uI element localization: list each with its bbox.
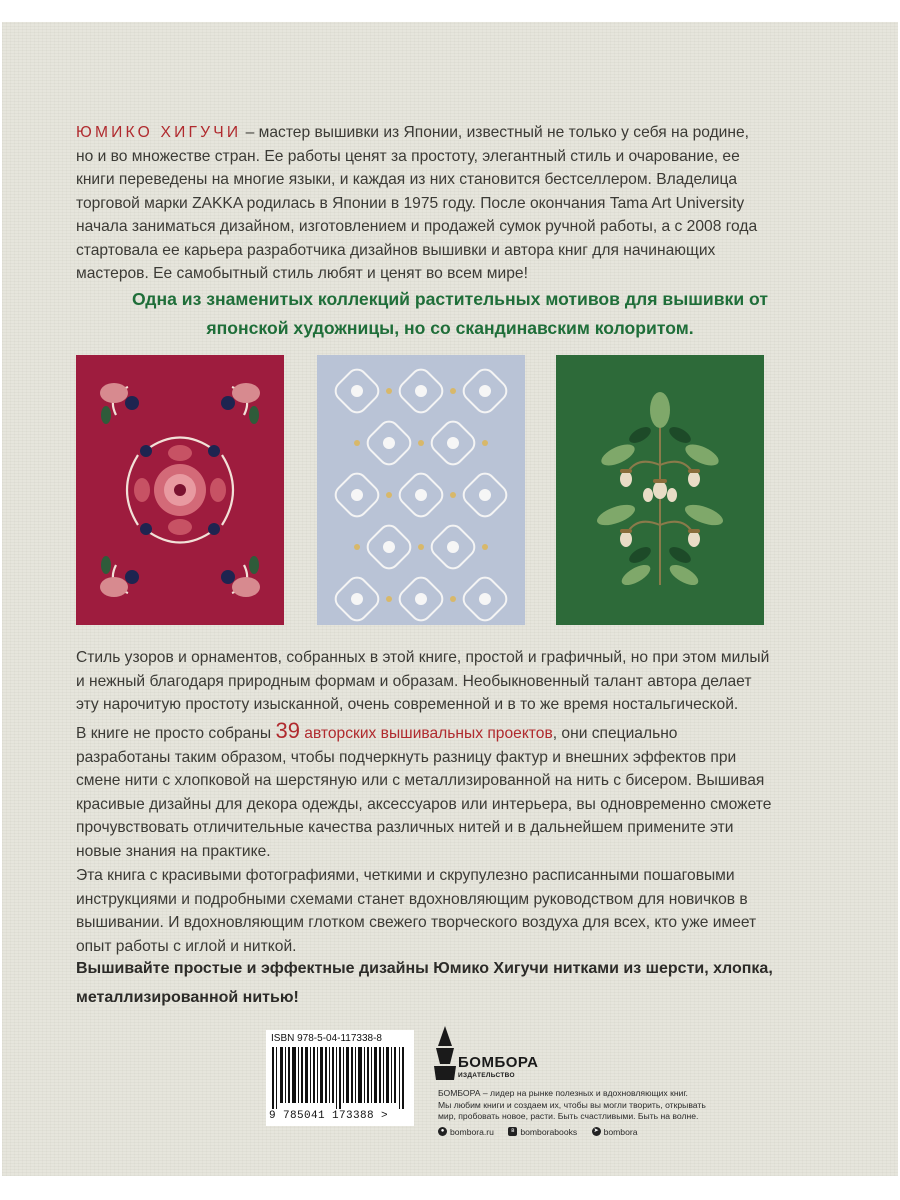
social-vk[interactable]: в bomborabooks [508, 1127, 577, 1137]
embroidery-photo-blue [317, 355, 525, 625]
telegram-icon: ➤ [593, 1128, 599, 1134]
embroidery-photo-crimson [76, 355, 284, 625]
style-paragraph: Стиль узоров и орнаментов, собранных в этой книге, простой и графичный, но при этом милый и нежный благодаря природным формам и образам. Необыкновенный талант автора делает эту нарочитую простоту изысканной, очень современной и в то же время ностальгической. [76, 649, 770, 713]
publisher-block [432, 1024, 732, 1137]
bio-first-line: ЮМИКО ХИГУЧИ – мастер вышивки из Японии, известный не только у себя на родине, [76, 124, 750, 141]
vk-icon: в [508, 1127, 517, 1136]
crimson-floral-embroidery-image [76, 355, 284, 625]
book-back-cover [2, 22, 898, 1176]
web-icon: ● [438, 1127, 447, 1136]
barcode-icon [272, 1047, 408, 1109]
guide-paragraph: Эта книга с красивыми фотографиями, четкими и скрупулезно расписанными пошаговыми инструкциями и подробными схемами станет вдохновляющим руководством для новичков в вышивании. И вдохновляющим глотком свежего творческого воздуха для всех, кто уже имеет опыт работы с иглой и ниткой. [76, 867, 757, 955]
barcode-digits: 9 785041 173388 > [269, 1110, 389, 1122]
publisher-description: БОМБОРА – лидер на рынке полезных и вдохновляющих книг. Мы любим книги и создаем их, чтобы вы могли творить, открывать мир, пробовать новое, расти. Быть счастливыми. Быть на волне. [438, 1088, 706, 1122]
projects-count: 39 [275, 718, 300, 743]
publisher-subtitle: ИЗДАТЕЛЬСТВО [458, 1072, 515, 1079]
bio-line: мастеров. Ее самобытный стиль любят и ценят во всем мире! [76, 265, 528, 282]
projects-first-line: В книге не просто собраны 39 авторских вышивальных проектов, они специально [76, 718, 678, 743]
isbn-barcode-block [266, 1030, 414, 1126]
social-telegram[interactable]: ➤ bombora [593, 1126, 638, 1137]
bombora-logo-icon [432, 1024, 458, 1082]
author-name: ЮМИКО ХИГУЧИ [76, 124, 242, 141]
projects-paragraph: В книге не просто собраны 39 авторских вышивальных проектов, они специально разработаны таким образом, чтобы подчеркнуть разницу фактур и внешних эффектов при смене нити с хлопковой на шерстяную или с металлизированной на нить с бисером. Вышивая красивые дизайны для декора одежды, аксессуаров или интерьера, вы одновременно сможете прочувствовать отличительные качества различных нитей и в дальнейшем примените эти новые знания на практике. [76, 719, 836, 863]
bio-line: стартовала ее карьера разработчика дизайнов вышивки и автора книг для начинающих [76, 241, 716, 259]
author-bio [76, 121, 836, 286]
projects-highlight: авторских вышивальных проектов [299, 725, 553, 742]
bio-line: начала заниматься дизайном, изготовлением и продажей сумок ручной работы, а с 2008 года [76, 218, 758, 235]
publisher-socials [438, 1124, 650, 1137]
bio-line: но и во множестве стран. Ее работы ценят за простоту, элегантный стиль и очарование, ее [76, 147, 740, 165]
isbn-number: ISBN 978-5-04-117338-8 [271, 1033, 382, 1044]
publisher-name: БОМБОРА [458, 1054, 539, 1071]
bio-line: книги переведены на многие языки, и каждая из них становится бестселлером. Владелица [76, 171, 738, 188]
white-lace-embroidery-image [317, 355, 525, 625]
outro-callout: Вышивайте простые и эффектные дизайны Юмико Хигучи нитками из шерсти, хлопка, металлизированной нитью! [76, 960, 773, 1006]
bio-line: торговой марки ZAKKA родилась в Японии в 1975 году. После окончания Tama Art University [76, 194, 745, 212]
headline: Одна из знаменитых коллекций растительных мотивов для вышивки от японской художницы, но со скандинавским колоритом. [132, 289, 768, 338]
social-website[interactable]: ● bombora.ru [438, 1127, 494, 1137]
embroidery-photo-green [556, 355, 764, 625]
green-acorn-embroidery-image [556, 355, 764, 625]
